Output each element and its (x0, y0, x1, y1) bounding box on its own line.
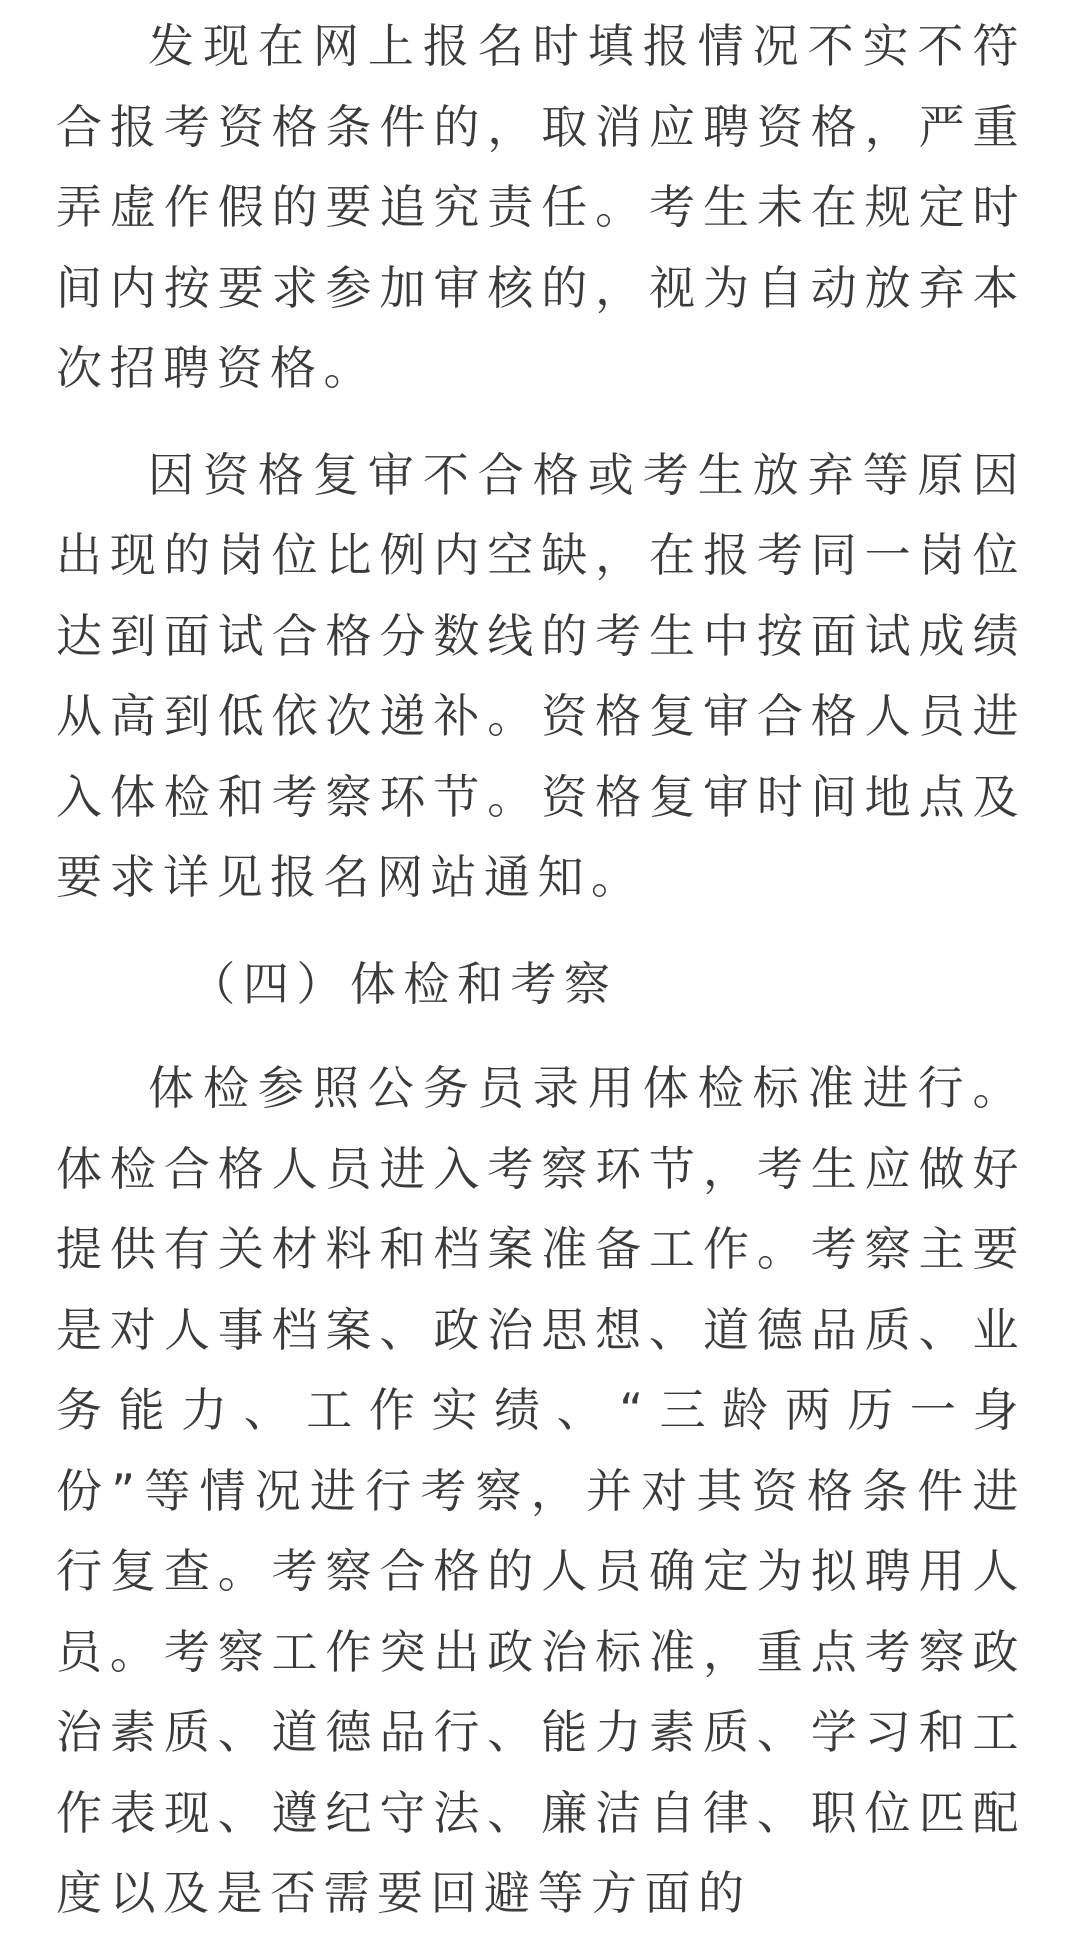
paragraph-verification-fraud: 发现在网上报名时填报情况不实不符合报考资格条件的，取消应聘资格，严重弄虚作假的要追究责任。考生未在规定时间内按要求参加审核的，视为自动放弃本次招聘资格。 (56, 19, 1026, 395)
paragraph-medical-and-inspection: 体检参照公务员录用体检标准进行。体检合格人员进入考察环节，考生应做好提供有关材料和档案准备工作。考察主要是对人事档案、政治思想、道德品质、业务能力、工作实绩、“三龄两历一身份”等情况进行考察，并对其资格条件进行复查。考察合格的人员确定为拟聘用人员。考察工作突出政治标准，重点考察政治素质、道德品行、能力素质、学习和工作表现、遵纪守法、廉洁自律、职位匹配度以及是否需要回避等方面的 (56, 1061, 1026, 1920)
section-heading-medical-and-inspection: （四）体检和考察 (189, 956, 618, 1011)
article-body (56, 6, 1026, 1960)
paragraph-vacancy-replacement: 因资格复审不合格或考生放弃等原因出现的岗位比例内空缺，在报考同一岗位达到面试合格分数线的考生中按面试成绩从高到低依次递补。资格复审合格人员进入体检和考察环节。资格复审时间地点及要求详见报名网站通知。 (56, 447, 1026, 904)
